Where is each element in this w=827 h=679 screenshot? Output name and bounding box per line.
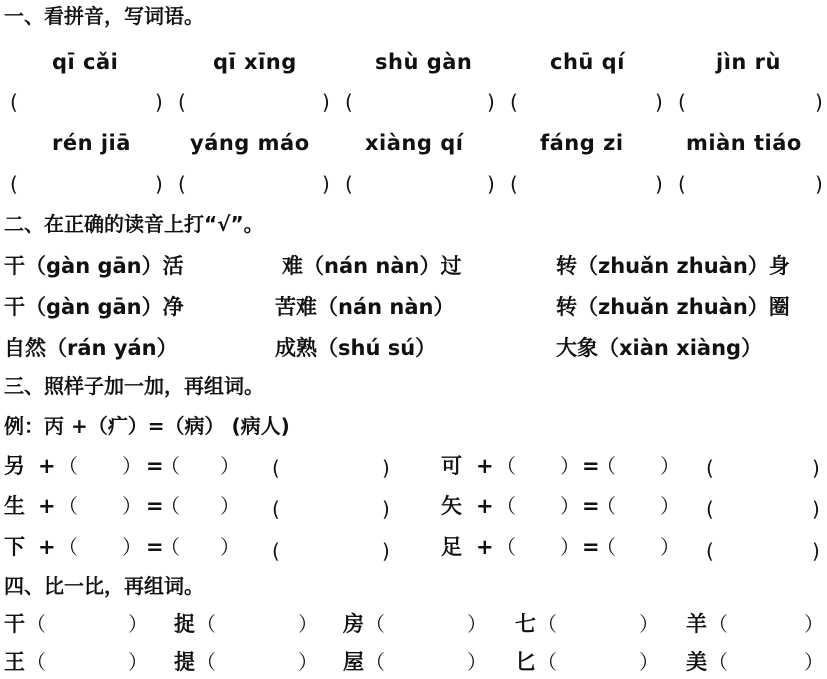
open-paren: （ (196, 650, 216, 674)
close-paren: ） (639, 650, 659, 674)
open-paren: （ (26, 650, 46, 674)
open-paren: （ (496, 494, 516, 518)
open-paren: （ (58, 535, 78, 559)
reading-item: 难（nán nàn）过 (282, 254, 462, 278)
compare-char: 房 (343, 612, 364, 636)
close-paren: ) (155, 90, 163, 114)
open-paren: （ (160, 494, 180, 518)
base-char: 足 (441, 535, 462, 559)
plus-sign: + (476, 454, 494, 478)
reading-item: 转（zhuǎn zhuàn）身 (556, 254, 790, 278)
open-paren: ( (510, 172, 518, 196)
close-paren: ） (660, 454, 680, 478)
close-paren: ) (382, 539, 390, 563)
section-3-title: 三、照样子加一加，再组词。 (4, 374, 264, 398)
open-paren: （ (58, 494, 78, 518)
close-paren: ） (220, 535, 240, 559)
close-paren: ） (560, 535, 580, 559)
reading-item: 干（gàn gān）净 (4, 295, 184, 319)
open-paren: ( (706, 497, 714, 521)
close-paren: ） (122, 454, 142, 478)
plus-sign: + (38, 535, 56, 559)
compare-char: 干 (4, 612, 25, 636)
close-paren: ） (122, 494, 142, 518)
open-paren: ( (272, 456, 280, 480)
equals-sign: = (146, 535, 164, 559)
close-paren: ) (155, 172, 163, 196)
pinyin-item: qī cǎi (52, 50, 119, 74)
reading-item: 苦难（nán nàn） (275, 295, 455, 319)
close-paren: ） (560, 494, 580, 518)
equals-sign: = (146, 454, 164, 478)
open-paren: ( (345, 172, 353, 196)
open-paren: （ (537, 650, 557, 674)
reading-item: 大象（xiàn xiàng） (556, 336, 763, 360)
close-paren: ） (220, 494, 240, 518)
close-paren: ） (298, 650, 318, 674)
plus-sign: + (476, 535, 494, 559)
open-paren: （ (708, 650, 728, 674)
close-paren: ） (804, 612, 824, 636)
open-paren: ( (178, 172, 186, 196)
open-paren: （ (496, 454, 516, 478)
reading-item: 自然（rán yán） (4, 336, 178, 360)
pinyin-item: rén jiā (52, 131, 131, 155)
close-paren: ) (382, 456, 390, 480)
open-paren: ( (706, 456, 714, 480)
close-paren: ) (487, 172, 495, 196)
pinyin-item: jìn rù (716, 50, 781, 74)
close-paren: ) (487, 90, 495, 114)
close-paren: ) (382, 497, 390, 521)
close-paren: ） (298, 612, 318, 636)
compare-char: 捉 (174, 612, 195, 636)
close-paren: ） (804, 650, 824, 674)
open-paren: （ (58, 454, 78, 478)
section-2-title: 二、在正确的读音上打“√”。 (4, 212, 264, 236)
plus-sign: + (38, 494, 56, 518)
open-paren: （ (496, 535, 516, 559)
close-paren: ） (467, 650, 487, 674)
example-line: 例：丙 +（疒）=（病） (病人) (4, 414, 290, 438)
open-paren: （ (708, 612, 728, 636)
base-char: 下 (4, 535, 25, 559)
plus-sign: + (38, 454, 56, 478)
compare-char: 王 (4, 650, 25, 674)
close-paren: ） (128, 612, 148, 636)
close-paren: ） (128, 650, 148, 674)
open-paren: （ (26, 612, 46, 636)
pinyin-item: fáng zi (540, 131, 624, 155)
close-paren: ) (815, 172, 823, 196)
compare-char: 屋 (343, 650, 364, 674)
close-paren: ) (812, 456, 820, 480)
pinyin-item: chū qí (550, 50, 625, 74)
compare-char: 匕 (515, 650, 536, 674)
open-paren: ( (510, 90, 518, 114)
section-4-title: 四、比一比，再组词。 (4, 574, 204, 598)
open-paren: ( (10, 90, 18, 114)
open-paren: ( (272, 539, 280, 563)
plus-sign: + (476, 494, 494, 518)
section-1-title: 一、看拼音，写词语。 (4, 4, 204, 28)
close-paren: ) (655, 90, 663, 114)
open-paren: ( (10, 172, 18, 196)
equals-sign: = (582, 535, 600, 559)
base-char: 生 (4, 494, 25, 518)
equals-sign: = (146, 494, 164, 518)
close-paren: ) (812, 497, 820, 521)
open-paren: ( (678, 172, 686, 196)
pinyin-item: yáng máo (190, 131, 310, 155)
reading-item: 干（gàn gān）活 (4, 254, 184, 278)
compare-char: 美 (686, 650, 707, 674)
close-paren: ) (322, 172, 330, 196)
close-paren: ） (467, 612, 487, 636)
base-char: 另 (4, 454, 25, 478)
open-paren: （ (596, 494, 616, 518)
pinyin-item: shù gàn (375, 50, 473, 74)
pinyin-item: qī xīng (213, 50, 297, 74)
compare-char: 羊 (686, 612, 707, 636)
close-paren: ） (660, 535, 680, 559)
open-paren: （ (196, 612, 216, 636)
open-paren: ( (272, 497, 280, 521)
pinyin-item: xiàng qí (365, 131, 464, 155)
base-char: 可 (441, 454, 462, 478)
close-paren: ） (660, 494, 680, 518)
pinyin-item: miàn tiáo (686, 131, 802, 155)
compare-char: 七 (515, 612, 536, 636)
close-paren: ） (220, 454, 240, 478)
open-paren: （ (365, 650, 385, 674)
equals-sign: = (582, 494, 600, 518)
open-paren: （ (596, 535, 616, 559)
open-paren: （ (537, 612, 557, 636)
close-paren: ) (812, 539, 820, 563)
open-paren: ( (345, 90, 353, 114)
close-paren: ） (639, 612, 659, 636)
reading-item: 转（zhuǎn zhuàn）圈 (556, 295, 790, 319)
close-paren: ） (122, 535, 142, 559)
open-paren: （ (160, 454, 180, 478)
close-paren: ） (560, 454, 580, 478)
open-paren: ( (178, 90, 186, 114)
base-char: 矢 (441, 494, 462, 518)
compare-char: 提 (174, 650, 195, 674)
close-paren: ) (322, 90, 330, 114)
close-paren: ) (815, 90, 823, 114)
open-paren: （ (596, 454, 616, 478)
reading-item: 成熟（shú sú） (275, 336, 437, 360)
equals-sign: = (582, 454, 600, 478)
open-paren: ( (706, 539, 714, 563)
open-paren: （ (365, 612, 385, 636)
close-paren: ) (655, 172, 663, 196)
open-paren: （ (160, 535, 180, 559)
open-paren: ( (678, 90, 686, 114)
